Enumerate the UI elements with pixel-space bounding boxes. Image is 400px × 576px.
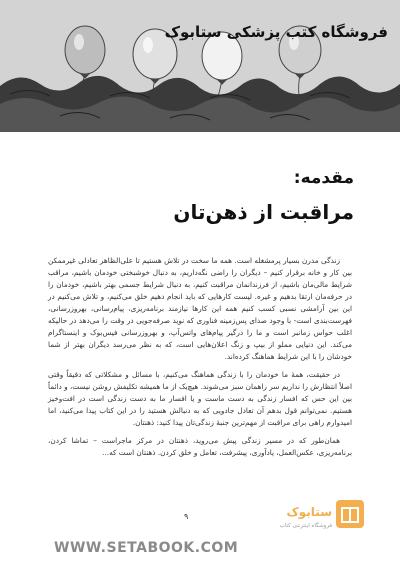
paragraph: همان‌طور که در مسیر زندگی پیش می‌روید، ذهنتان در مرکز ماجراست – تماشا کردن، برنامه‌ریزی، عکس‌العمل، یادآوری، پیشرفت، تعامل و خلق کردن. ذهنتان است که...	[48, 436, 352, 457]
header-banner	[0, 0, 400, 132]
watermark-url: WWW.SETABOOK.COM	[54, 540, 239, 556]
body-text	[48, 255, 352, 465]
section-label: مقدمه:	[293, 168, 354, 188]
store-name: فروشگاه کتب پزشکی ستابوک	[164, 23, 388, 41]
paragraph: در حقیقت، همهٔ ما خودمان را با زندگی هماهنگ می‌کنیم، با مسائل و مشکلاتی که دقیقاً وقتی اصلاً انتظارش را نداریم سر راهمان سبز می‌شوند. هیچ‌یک از ما همیشه تکلیفش روشن نیست، و دائماً بین این حس که افسار زندگی به دست ماست و یا افسار ما به دست زندگی است در افت‌وخیز هستیم. نمی‌توانم قول بدهم آن تعادل جادویی که به دنبالش هستید را در این کتاب پیدا می‌کنید، اما امیدوارم راهی برای مراقبت از مهم‌ترین جنبهٔ زندگی‌تان پیدا کنید: ذهنتان.	[48, 370, 352, 427]
chapter-title: مراقبت از ذهن‌تان	[173, 200, 354, 224]
paragraph: زندگی مدرن بسیار پرمشغله است. همه ما سخت در تلاش هستیم تا علی‌الظاهر تعادلی غیرممکن بین کار و خانه برقرار کنیم – دیگران را راضی نگه‌داریم، به دنبال خوشبختی خودمان باشیم، مراقب شرایط مالی‌مان باشیم، از فرزندانمان مراقبت کنیم، به دنبال شرایط جسمی بهتر باشیم، خودمان را در حرفه‌مان ارتقا بدهیم و غیره. لیست کارهایی که باید انجام دهیم خلق می‌کنیم، و تلاش می‌کنیم در این بین آرامشی نسبی کسب کنیم همه این کارها نیازمند برنامه‌ریزی، پیام‌رسانی، بهروزرسانی، فهرست‌بندی است- با وجود صدای پس‌زمینه فناوری که نوید صرفه‌جویی در وقت را می‌دهد در حالیکه اغلب حواس زمانبر است و ما را درگیر پیام‌های واتس‌آپ، و بهروزرسانی فیس‌بوک و اینستاگرام می‌کند. این دنیایی مملو از بیپ و زنگ اعلان‌هایی است، که به نظر می‌رسد دیگران بهتر از شما خودشان را با این شرایط هماهنگ کرده‌اند.	[48, 256, 352, 361]
page-number: ۹	[184, 512, 189, 521]
balloons-over-waves-illustration	[0, 0, 400, 132]
logo-text: ستابوک	[286, 505, 332, 519]
setabook-logo-watermark	[258, 496, 368, 532]
logo-subtitle: فروشگاه اینترنتی کتاب	[279, 523, 332, 529]
